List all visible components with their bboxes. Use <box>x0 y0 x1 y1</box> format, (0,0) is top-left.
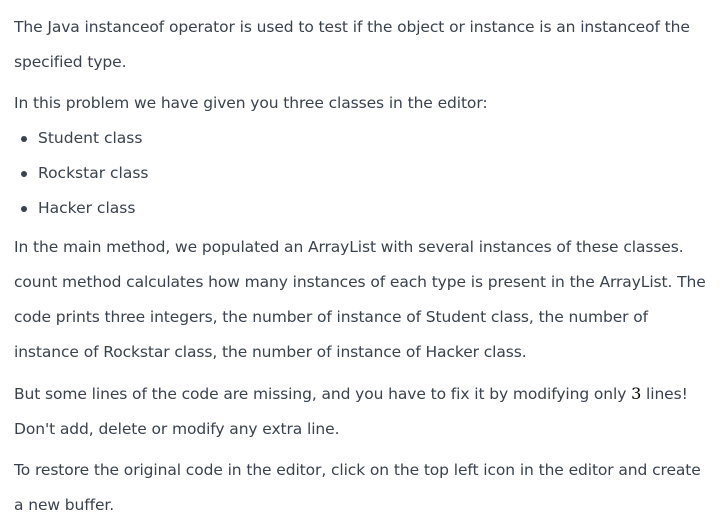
main-method-paragraph: In the main method, we populated an ArrayList with several instances of these classes. count method calculates how many instances of each type is present in the ArrayList. The code prints three integers, the number of instance of Student class, the number of instance of Rockstar class, the number of instance of Hacker class. <box>14 238 706 361</box>
class-list <box>14 121 714 226</box>
restore-paragraph: To restore the original code in the editor, click on the top left icon in the editor and create a new buffer. <box>14 461 701 514</box>
missing-lines-text-end: lines! Don't add, delete or modify any extra line. <box>14 385 688 438</box>
missing-lines-count: 3 <box>631 384 642 403</box>
classes-intro-paragraph: In this problem we have given you three classes in the editor: <box>14 94 488 112</box>
list-item-rockstar: Rockstar class <box>38 156 714 191</box>
missing-lines-paragraph <box>14 376 714 447</box>
list-item-hacker: Hacker class <box>38 191 714 226</box>
list-item-student: Student class <box>38 121 714 156</box>
missing-lines-text-start: But some lines of the code are missing, and you have to fix it by modifying only <box>14 385 632 403</box>
intro-paragraph: The Java instanceof operator is used to test if the object or instance is an instanceof the specified type. <box>14 18 690 71</box>
